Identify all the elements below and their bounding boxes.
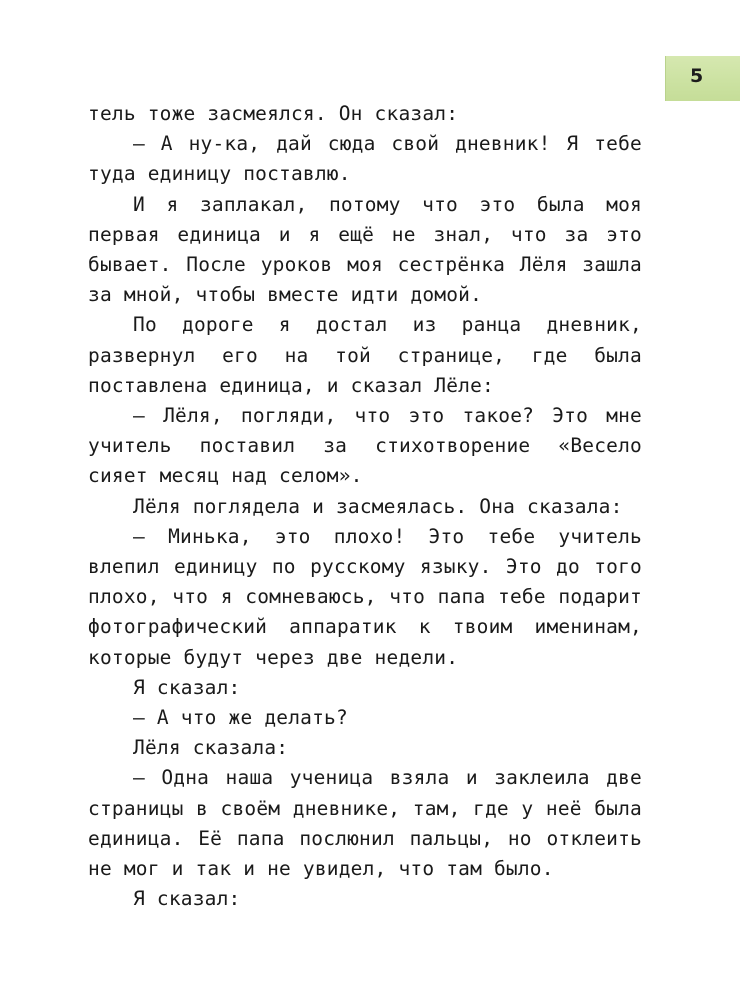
page-number: 5	[690, 65, 704, 87]
paragraph: — А что же делать?	[133, 706, 348, 730]
story-text	[88, 99, 642, 914]
paragraph: — Лёля, погляди, что это такое? Это мне учитель поставил за стихотворение «Весело сияет месяц над селом».	[88, 404, 642, 488]
paragraph: По дороге я достал из ранца дневник, развернул его на той странице, где была поставлена единица, и сказал Лёле:	[88, 313, 642, 397]
paragraph: Лёля поглядела и засмеялась. Она сказала:	[133, 494, 623, 518]
paragraph: — А ну-ка, дай сюда свой дневник! Я тебе туда единицу поставлю.	[88, 132, 642, 186]
paragraph: — Минька, это плохо! Это тебе учитель влепил единицу по русскому языку. Это до того плохо, что я сомневаюсь, что папа тебе подарит фотографический аппаратик к твоим именинам, которые будут через две недели.	[88, 524, 642, 669]
paragraph: — Одна наша ученица взяла и заклеила две страницы в своём дневнике, там, где у неё была единица. Её папа послюнил пальцы, но отклеить не мог и так и не увидел, что там было.	[88, 766, 642, 881]
page-number-tab	[665, 56, 740, 101]
paragraph: Лёля сказала:	[133, 736, 289, 760]
paragraph: тель тоже засмеялся. Он сказал:	[88, 102, 459, 125]
paragraph: Я сказал:	[133, 675, 241, 699]
paragraph: И я заплакал, потому что это была моя первая единица и я ещё не знал, что за это бывает. После уроков моя сестрёнка Лёля зашла за мной, чтобы вместе идти домой.	[88, 192, 642, 307]
paragraph: Я сказал:	[133, 887, 241, 911]
